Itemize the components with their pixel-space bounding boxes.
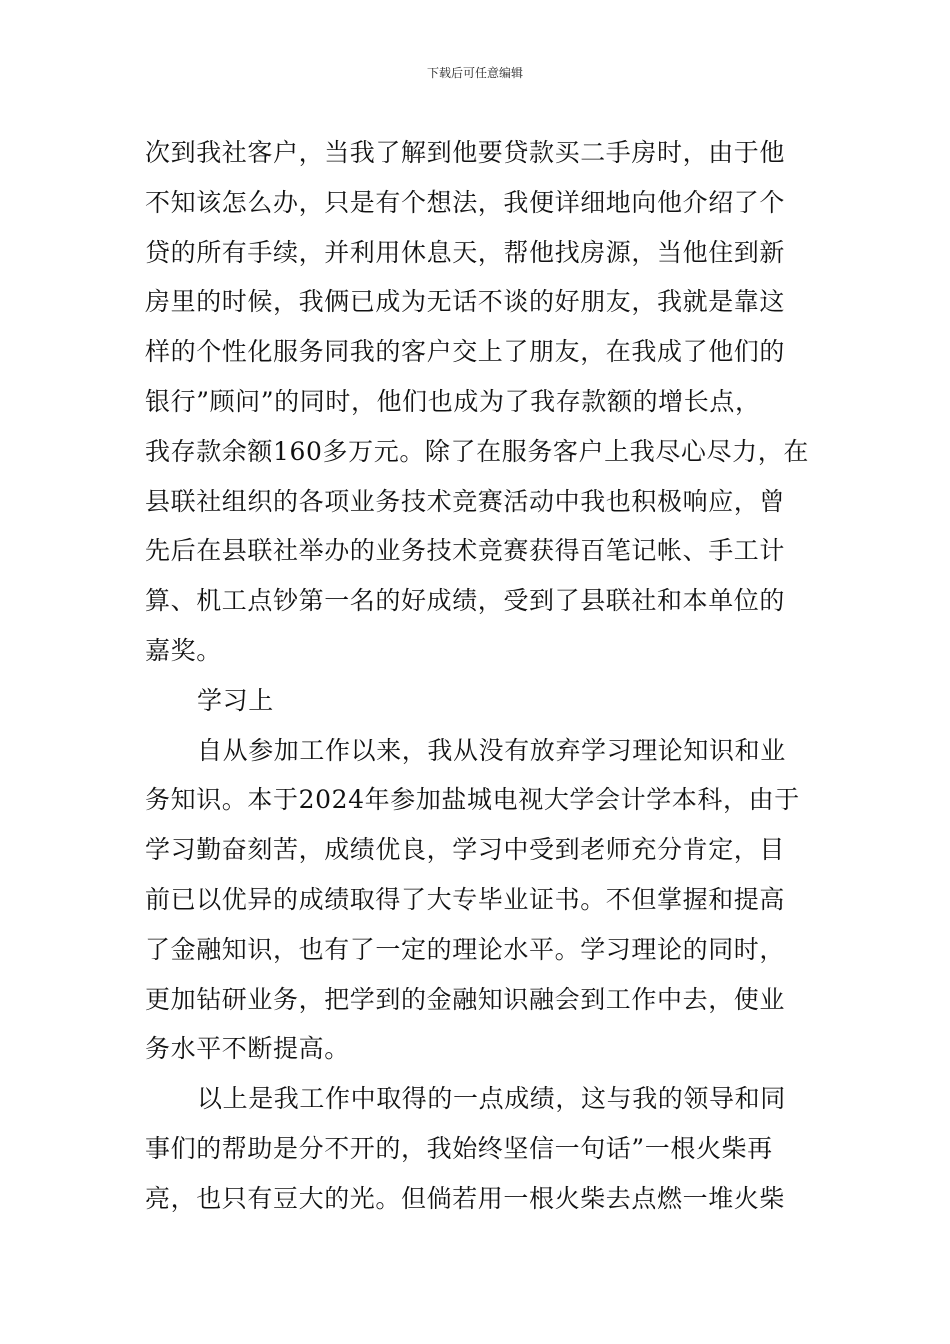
text-line: 银行”顾问”的同时，他们也成为了我存款额的增长点， — [145, 386, 761, 416]
paragraph-first-line: 自从参加工作以来，我从没有放弃学习理论知识和业 — [197, 735, 786, 765]
paragraph-first-line: 以上是我工作中取得的一点成绩，这与我的领导和同 — [197, 1084, 786, 1114]
text-line: 学习勤奋刻苦，成绩优良，学习中受到老师充分肯定，目 — [145, 835, 786, 865]
text-line: 前已以优异的成绩取得了大专毕业证书。不但掌握和提高 — [145, 884, 786, 914]
text-line: 先后在县联社举办的业务技术竞赛获得百笔记帐、手工计 — [145, 536, 786, 566]
text-line: 算、机工点钞第一名的好成绩，受到了县联社和本单位的 — [145, 586, 786, 616]
body-text — [145, 128, 810, 1224]
text-line: 不知该怎么办，只是有个想法，我便详细地向他介绍了个 — [145, 187, 786, 217]
page-header: 下载后可任意编辑 — [426, 66, 523, 80]
text-line: 房里的时候，我俩已成为无话不谈的好朋友，我就是靠这 — [145, 287, 786, 317]
text-line: 更加钻研业务，把学到的金融知识融会到工作中去，使业 — [145, 984, 786, 1014]
text-line: 了金融知识，也有了一定的理论水平。学习理论的同时， — [145, 934, 786, 964]
text-line: 次到我社客户，当我了解到他要贷款买二手房时，由于他 — [145, 138, 786, 167]
text-line: 贷的所有手续，并利用休息天，帮他找房源，当他住到新 — [145, 237, 786, 267]
text-line: 事们的帮助是分不开的，我始终坚信一句话”一根火柴再 — [145, 1133, 773, 1163]
text-line: 亮，也只有豆大的光。但倘若用一根火柴去点燃一堆火柴 — [145, 1183, 786, 1213]
text-line: 县联社组织的各项业务技术竞赛活动中我也积极响应，曾 — [145, 486, 786, 516]
text-line: 样的个性化服务同我的客户交上了朋友，在我成了他们的 — [145, 337, 786, 367]
text-line: 嘉奖。 — [145, 635, 222, 665]
text-line: 务水平不断提高。 — [145, 1034, 350, 1064]
section-heading: 学习上 — [197, 685, 274, 715]
text-line: 务知识。本于2024年参加盐城电视大学会计学本科，由于 — [145, 785, 800, 815]
text-line: 我存款余额160多万元。除了在服务客户上我尽心尽力，在 — [145, 436, 809, 466]
